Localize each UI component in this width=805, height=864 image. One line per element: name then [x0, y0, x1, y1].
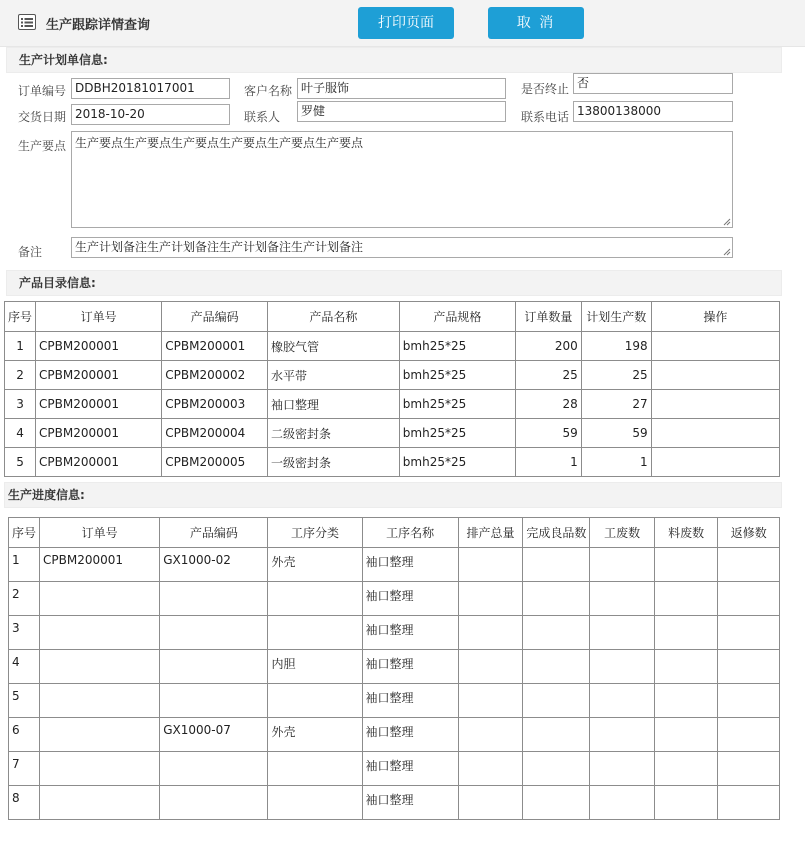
resize-grip-icon[interactable]: [723, 218, 731, 226]
table-cell: [654, 718, 718, 752]
row-actions[interactable]: [651, 390, 779, 419]
table-cell: [160, 582, 268, 616]
table-cell: bmh25*25: [399, 419, 515, 448]
table-row: [5, 332, 780, 361]
table-cell: [458, 650, 523, 684]
table-cell: [458, 718, 523, 752]
table-cell: [590, 684, 655, 718]
table-cell: 1: [9, 548, 40, 582]
table-cell: 1: [581, 448, 651, 477]
table-cell: 内胆: [268, 650, 362, 684]
points-text: 生产要点生产要点生产要点生产要点生产要点生产要点: [75, 136, 364, 150]
table-cell: 袖口整理: [362, 684, 458, 718]
table-cell: CPBM200002: [162, 361, 268, 390]
table-cell: [160, 650, 268, 684]
col-header: 料废数: [654, 518, 718, 548]
table-cell: CPBM200004: [162, 419, 268, 448]
table-cell: [523, 582, 590, 616]
col-header: 订单号: [40, 518, 160, 548]
table-cell: 水平带: [267, 361, 399, 390]
table-cell: [458, 752, 523, 786]
cancel-button[interactable]: 取 消: [488, 7, 584, 39]
table-cell: [718, 684, 780, 718]
table-cell: 2: [5, 361, 36, 390]
col-header: 工序分类: [268, 518, 362, 548]
table-cell: [523, 548, 590, 582]
table-cell: CPBM200005: [162, 448, 268, 477]
contact-field[interactable]: 罗健: [297, 101, 506, 122]
terminated-label: 是否终止: [521, 82, 570, 96]
table-cell: [654, 684, 718, 718]
table-cell: 59: [581, 419, 651, 448]
table-cell: bmh25*25: [399, 361, 515, 390]
table-cell: bmh25*25: [399, 448, 515, 477]
table-cell: [523, 786, 590, 820]
table-cell: [590, 752, 655, 786]
table-cell: [458, 786, 523, 820]
table-cell: [590, 786, 655, 820]
table-cell: 1: [515, 448, 581, 477]
table-cell: CPBM200001: [36, 390, 162, 419]
remark-textarea[interactable]: [71, 237, 733, 258]
plan-section-header: 生产计划单信息:: [6, 47, 782, 73]
table-cell: CPBM200001: [40, 548, 160, 582]
table-cell: [718, 752, 780, 786]
table-cell: [718, 650, 780, 684]
phone-field[interactable]: 13800138000: [573, 101, 733, 122]
col-header: 计划生产数: [581, 302, 651, 332]
table-cell: 6: [9, 718, 40, 752]
table-cell: [523, 752, 590, 786]
table-cell: bmh25*25: [399, 332, 515, 361]
points-textarea[interactable]: [71, 131, 733, 228]
table-cell: 5: [5, 448, 36, 477]
table-row: [5, 419, 780, 448]
table-cell: CPBM200003: [162, 390, 268, 419]
table-cell: 橡胶气管: [267, 332, 399, 361]
table-cell: 袖口整理: [362, 582, 458, 616]
col-header: 工废数: [590, 518, 655, 548]
col-header: 订单数量: [515, 302, 581, 332]
table-cell: GX1000-07: [160, 718, 268, 752]
remark-text: 生产计划备注生产计划备注生产计划备注生产计划备注: [75, 240, 364, 254]
col-header: 返修数: [718, 518, 780, 548]
table-cell: 4: [5, 419, 36, 448]
table-cell: [718, 718, 780, 752]
table-cell: 4: [9, 650, 40, 684]
col-header: 产品名称: [267, 302, 399, 332]
col-header: 产品编码: [162, 302, 268, 332]
table-cell: 外壳: [268, 718, 362, 752]
table-cell: [268, 752, 362, 786]
table-cell: 200: [515, 332, 581, 361]
table-cell: [160, 684, 268, 718]
table-row: [5, 448, 780, 477]
table-cell: CPBM200001: [36, 448, 162, 477]
table-cell: [40, 718, 160, 752]
table-cell: CPBM200001: [36, 419, 162, 448]
col-header: 订单号: [36, 302, 162, 332]
row-actions[interactable]: [651, 448, 779, 477]
table-row: [9, 650, 780, 684]
table-cell: bmh25*25: [399, 390, 515, 419]
table-cell: [268, 582, 362, 616]
table-cell: [654, 752, 718, 786]
col-header: 操作: [651, 302, 779, 332]
table-cell: [590, 616, 655, 650]
table-cell: 二级密封条: [267, 419, 399, 448]
phone-label: 联系电话: [521, 110, 570, 124]
table-cell: [523, 650, 590, 684]
table-cell: [268, 684, 362, 718]
table-row: [9, 548, 780, 582]
table-cell: 3: [5, 390, 36, 419]
table-cell: [718, 616, 780, 650]
col-header: 工序名称: [362, 518, 458, 548]
col-header: 序号: [9, 518, 40, 548]
table-cell: 袖口整理: [362, 718, 458, 752]
order-no-field[interactable]: DDBH20181017001: [71, 78, 230, 99]
table-cell: [160, 752, 268, 786]
row-actions[interactable]: [651, 332, 779, 361]
row-actions[interactable]: [651, 361, 779, 390]
col-header: 产品编码: [160, 518, 268, 548]
delivery-label: 交货日期: [18, 110, 67, 124]
table-cell: [160, 786, 268, 820]
table-cell: [40, 752, 160, 786]
table-cell: [523, 718, 590, 752]
products-section-header: 产品目录信息:: [6, 270, 782, 296]
customer-field[interactable]: 叶子服饰: [297, 78, 506, 99]
remark-label: 备注: [18, 245, 43, 259]
print-button[interactable]: 打印页面: [358, 7, 454, 39]
table-cell: CPBM200001: [36, 332, 162, 361]
resize-grip-icon[interactable]: [723, 248, 731, 256]
table-cell: 袖口整理: [362, 752, 458, 786]
col-header: 产品规格: [399, 302, 515, 332]
table-cell: [718, 548, 780, 582]
table-cell: [718, 582, 780, 616]
table-cell: [40, 786, 160, 820]
table-cell: [40, 684, 160, 718]
table-cell: 25: [581, 361, 651, 390]
table-cell: 外壳: [268, 548, 362, 582]
list-icon: [18, 14, 36, 30]
table-cell: [590, 718, 655, 752]
col-header: 排产总量: [458, 518, 523, 548]
page-title: 生产跟踪详情查询: [46, 18, 151, 33]
table-cell: 25: [515, 361, 581, 390]
table-cell: 5: [9, 684, 40, 718]
table-cell: [654, 786, 718, 820]
table-cell: [268, 786, 362, 820]
table-cell: 袖口整理: [362, 616, 458, 650]
table-cell: [590, 650, 655, 684]
table-cell: 袖口整理: [362, 786, 458, 820]
table-cell: 袖口整理: [267, 390, 399, 419]
table-row: [5, 361, 780, 390]
table-row: [9, 786, 780, 820]
table-cell: 袖口整理: [362, 650, 458, 684]
products-header-row: [5, 302, 780, 332]
table-cell: [458, 582, 523, 616]
order-no-label: 订单编号: [18, 84, 67, 98]
table-cell: [40, 616, 160, 650]
table-row: [9, 718, 780, 752]
table-row: [9, 752, 780, 786]
col-header: 序号: [5, 302, 36, 332]
table-cell: [590, 548, 655, 582]
contact-label: 联系人: [244, 110, 281, 124]
table-cell: [40, 582, 160, 616]
table-cell: 1: [5, 332, 36, 361]
table-cell: 袖口整理: [362, 548, 458, 582]
table-cell: [458, 616, 523, 650]
table-cell: [654, 582, 718, 616]
table-row: [9, 582, 780, 616]
progress-section-header: 生产进度信息:: [4, 482, 782, 508]
table-cell: 59: [515, 419, 581, 448]
progress-header-row: [9, 518, 780, 548]
table-cell: [458, 684, 523, 718]
table-cell: 2: [9, 582, 40, 616]
table-row: [9, 616, 780, 650]
table-cell: GX1000-02: [160, 548, 268, 582]
table-cell: [40, 650, 160, 684]
table-cell: 一级密封条: [267, 448, 399, 477]
table-cell: [458, 548, 523, 582]
row-actions[interactable]: [651, 419, 779, 448]
progress-table: [8, 517, 780, 820]
table-cell: 27: [581, 390, 651, 419]
table-cell: [523, 616, 590, 650]
table-cell: 7: [9, 752, 40, 786]
table-cell: [268, 616, 362, 650]
table-cell: CPBM200001: [162, 332, 268, 361]
col-header: 完成良品数: [523, 518, 590, 548]
table-cell: 28: [515, 390, 581, 419]
table-cell: [160, 616, 268, 650]
table-row: [9, 684, 780, 718]
table-cell: [654, 548, 718, 582]
delivery-field[interactable]: 2018-10-20: [71, 104, 230, 125]
table-cell: [523, 684, 590, 718]
top-toolbar: [0, 0, 805, 47]
table-cell: 3: [9, 616, 40, 650]
table-cell: [590, 582, 655, 616]
table-cell: 198: [581, 332, 651, 361]
table-cell: CPBM200001: [36, 361, 162, 390]
table-row: [5, 390, 780, 419]
table-cell: [654, 616, 718, 650]
products-table: [4, 301, 780, 477]
table-cell: [654, 650, 718, 684]
customer-label: 客户名称: [244, 84, 293, 98]
terminated-field[interactable]: 否: [573, 73, 733, 94]
table-cell: 8: [9, 786, 40, 820]
points-label: 生产要点: [18, 139, 67, 153]
table-cell: [718, 786, 780, 820]
